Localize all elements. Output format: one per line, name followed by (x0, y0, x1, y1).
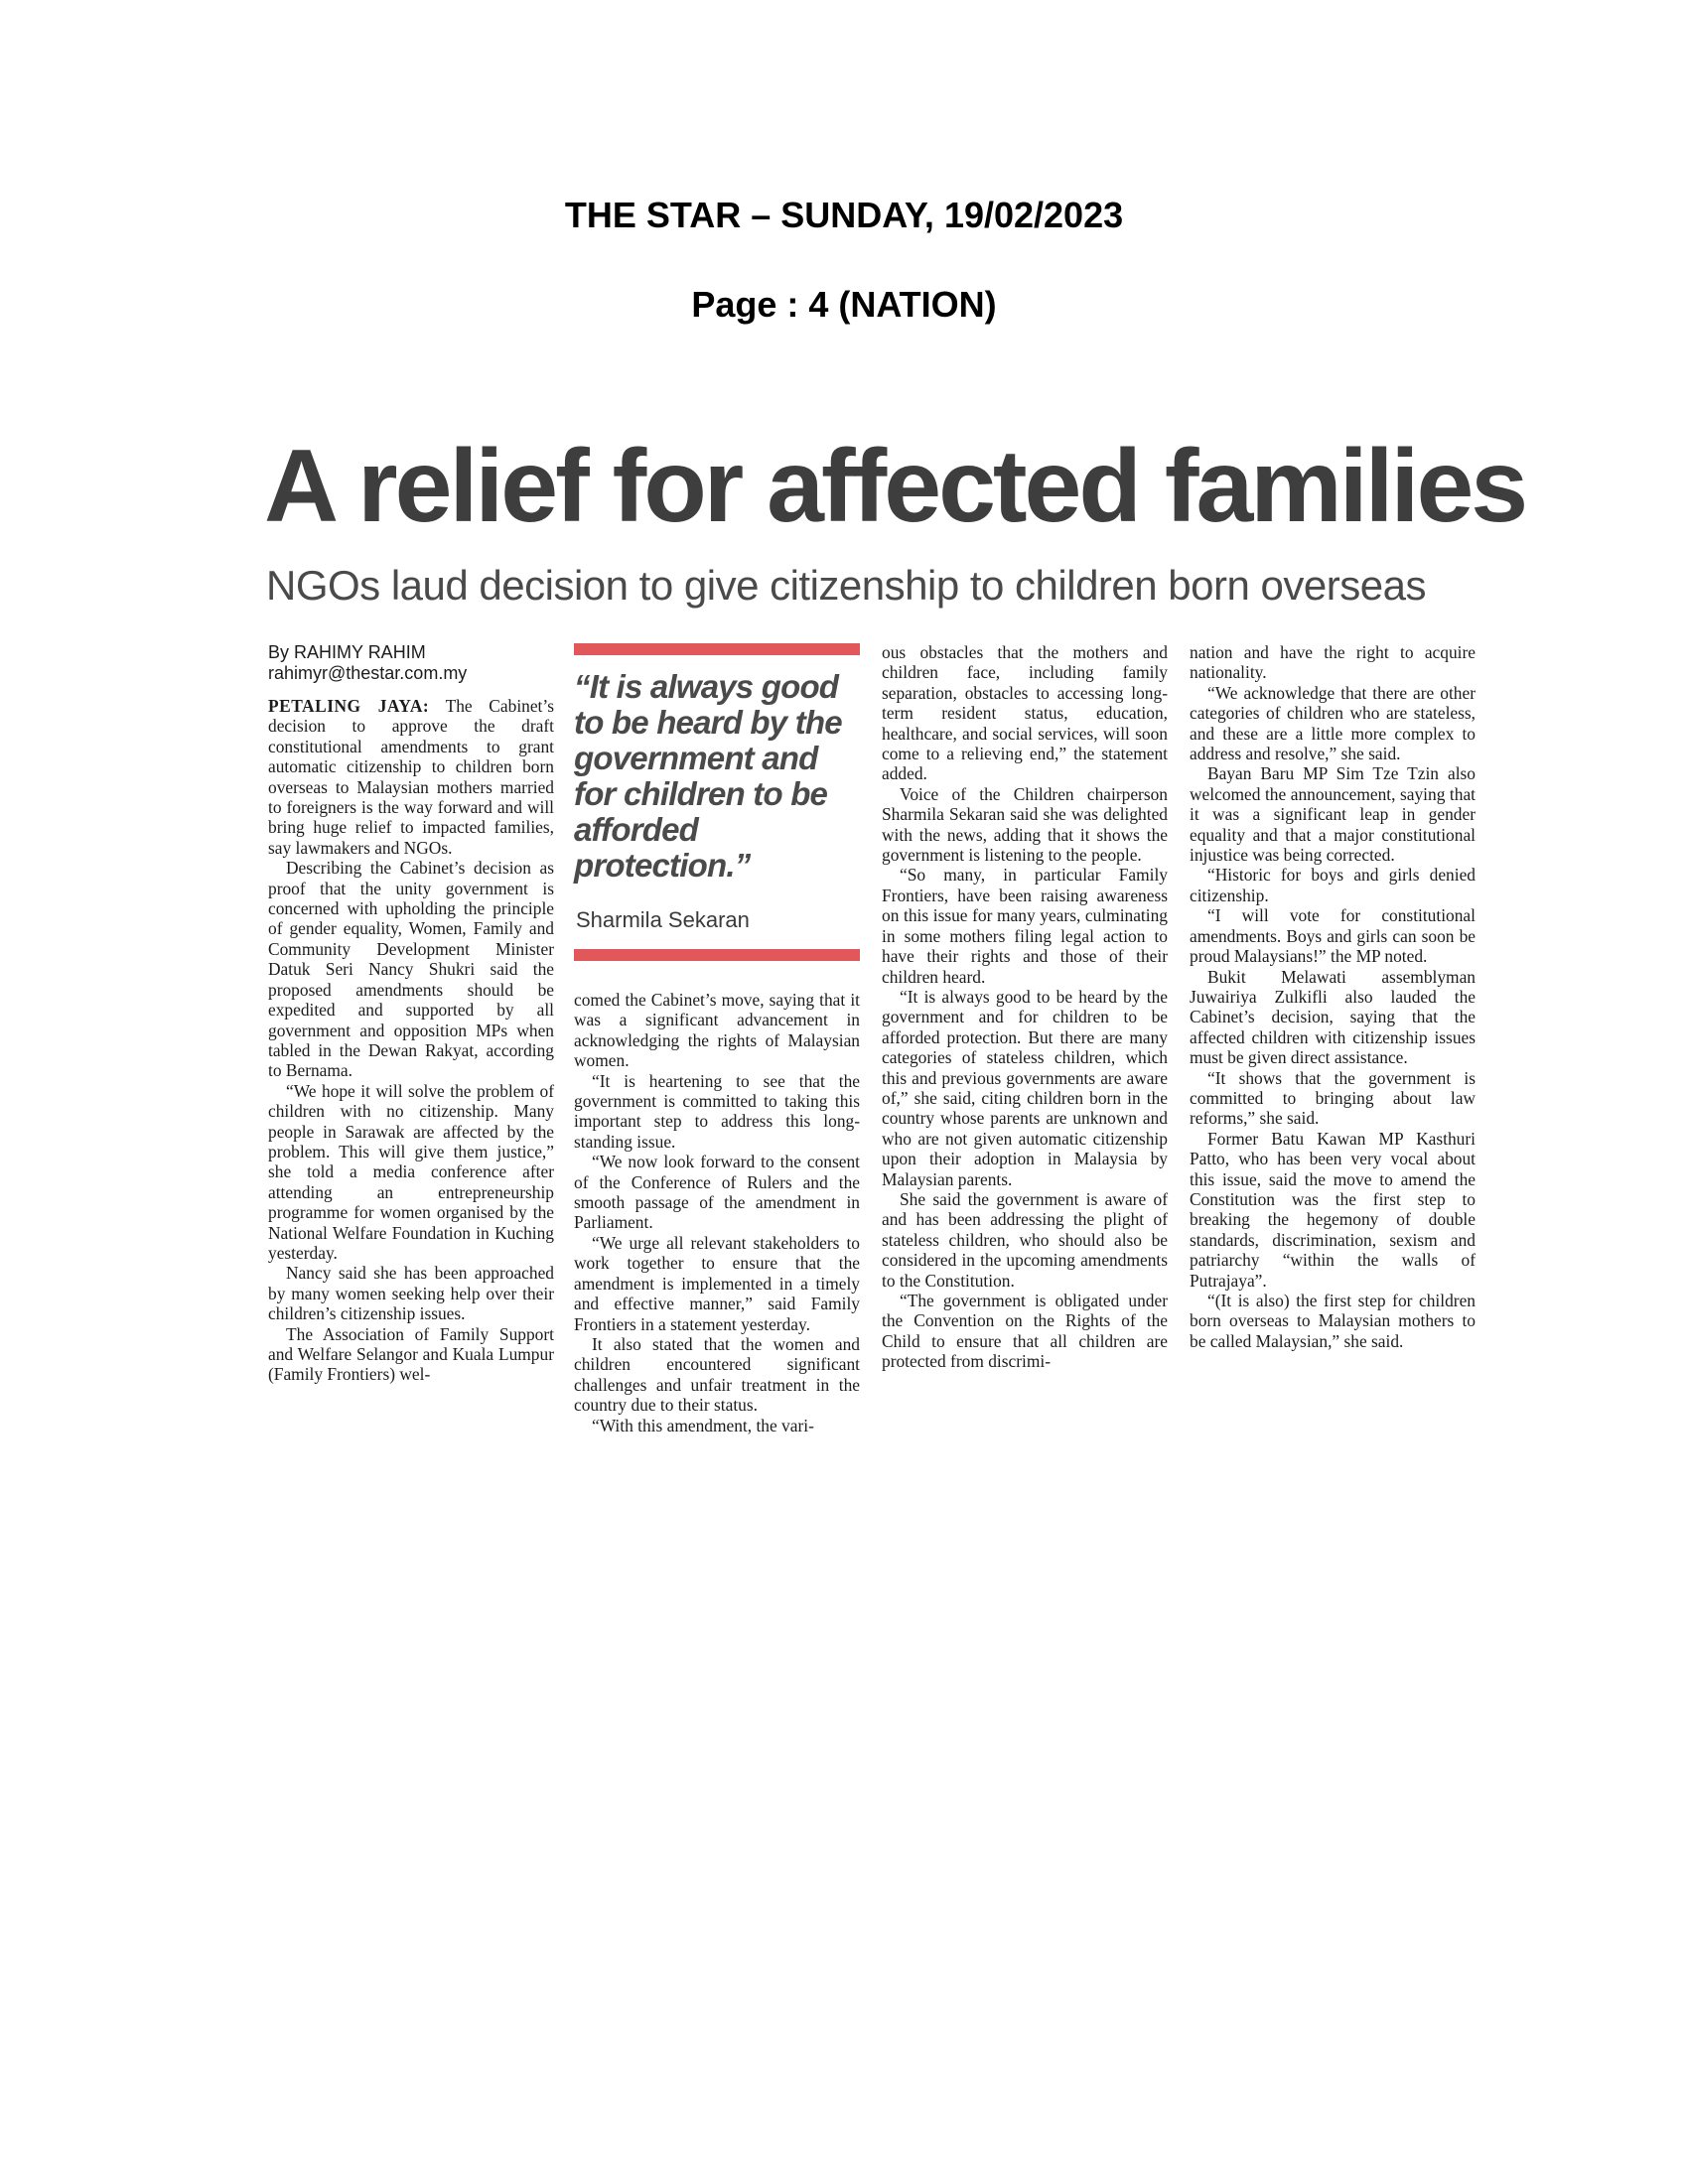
quote-accent-bar-top (574, 643, 860, 655)
paragraph: “So many, in particular Family Frontiers, have been raising awareness on this issue for many years, culminating in some mothers filing legal action to have their rights and those of their children heard. (882, 865, 1168, 987)
publication-date-line: THE STAR – SUNDAY, 19/02/2023 (564, 195, 1124, 235)
pull-quote (574, 643, 862, 963)
article-column-2 (574, 990, 860, 1435)
paragraph-text: The Cabinet’s decision to approve the draft constitutional amendments to grant automatic citizenship to children born overseas to Malaysian mothers married to foreigners is the way forward and will bring huge relief to impacted families, say lawmakers and NGOs. (268, 696, 554, 858)
paragraph: “It is always good to be heard by the government and for children to be afforded protection. But there are many categories of stateless children, which this and previous governments are aware of,” she said, citing children born in the country whose parents are unknown and who are not given automatic citizenship upon their adoption in Malaysia by Malaysian parents. (882, 986, 1168, 1189)
paragraph: “It is heartening to see that the government is committed to taking this important step to address this long-standing issue. (574, 1070, 860, 1152)
paragraph: “With this amendment, the vari- (592, 1415, 814, 1435)
paragraph: “We hope it will solve the problem of children with no citizenship. Many people in Sarawak are affected by the problem. This will give them justice,” she told a media conference after attending an entrepreneurship programme for women organised by the National Welfare Foundation in Kuching yesterday. (268, 1080, 554, 1263)
quote-accent-bar-bottom (574, 949, 860, 961)
article-column-4 (1190, 642, 1476, 1351)
paragraph: nation and have the right to acquire nationality. (1190, 642, 1476, 683)
paragraph: Voice of the Children chairperson Sharmila Sekaran said she was delighted with the news, adding that it shows the government is listening to the people. (882, 783, 1168, 866)
paragraph: “The government is obligated under the Convention on the Rights of the Child to ensure that all children are protected from discrimi- (882, 1291, 1168, 1372)
paragraph: “We acknowledge that there are other categories of children who are stateless, and these are a little more complex to address and resolve,” she said. (1190, 682, 1476, 764)
paragraph: “It shows that the government is committed to bringing about law reforms,” she said. (1190, 1067, 1476, 1129)
paragraph: It also stated that the women and children encountered significant challenges and unfair treatment in the country due to their status. (574, 1333, 860, 1416)
paragraph: “Historic for boys and girls denied citizenship. (1190, 865, 1476, 905)
paragraph: Describing the Cabinet’s decision as proof that the unity government is concerned with upholding the principle of gender equality, Women, Family and Community Development Minister Datuk Seri Nancy Shukri said the proposed amendments should be expedited and supported by all government and opposition MPs when tabled in the Dewan Rakyat, according to Bernama. (268, 858, 554, 1081)
dateline: PETALING JAYA: (268, 696, 430, 716)
paragraph: The Association of Family Support and Welfare Selangor and Kuala Lumpur (Family Frontiers) wel- (268, 1323, 554, 1385)
paragraph: “We now look forward to the consent of the Conference of Rulers and the smooth passage of the amendment in Parliament. (574, 1152, 860, 1233)
paragraph: Former Batu Kawan MP Kasthuri Patto, who has been very vocal about this issue, said the move to amend the Constitution was the first step to breaking the hegemony of double standards, discrimination, sexism and patriarchy “within the walls of Putrajaya”. (1190, 1128, 1476, 1291)
article-column-1 (268, 642, 554, 1385)
article-subheadline: NGOs laud decision to give citizenship to children born overseas (266, 562, 1426, 609)
byline-email: rahimyr@thestar.com.my (268, 663, 468, 683)
byline-author: By RAHIMY RAHIM (268, 642, 426, 662)
pull-quote-text: “It is always good to be heard by the government and for children to be afforded protection.” (574, 668, 842, 884)
paragraph: Bukit Melawati assemblyman Juwairiya Zulkifli also lauded the Cabinet’s decision, saying that the affected children with citizenship issues must be given direct assistance. (1190, 966, 1476, 1068)
article-column-3 (882, 642, 1168, 1372)
page-number-line: Page : 4 (NATION) (691, 284, 997, 325)
paragraph: ous obstacles that the mothers and children face, including family separation, obstacles to accessing long-term resident status, education, healthcare, and social services, will soon come to a relieving end,” the statement added. (882, 642, 1168, 784)
paragraph: comed the Cabinet’s move, saying that it was a significant advancement in acknowledging the rights of Malaysian women. (574, 990, 860, 1071)
paragraph (268, 696, 554, 858)
article-headline: A relief for affected families (264, 429, 1526, 544)
byline (268, 642, 554, 684)
paragraph: Nancy said she has been approached by many women seeking help over their children’s citizenship issues. (268, 1263, 554, 1324)
paragraph: “I will vote for constitutional amendments. Boys and girls can soon be proud Malaysians!” the MP noted. (1190, 905, 1476, 967)
paragraph: “(It is also) the first step for children born overseas to Malaysian mothers to be called Malaysian,” she said. (1190, 1291, 1476, 1351)
paragraph: “We urge all relevant stakeholders to work together to ensure that the amendment is implemented in a timely and effective manner,” said Family Frontiers in a statement yesterday. (574, 1232, 860, 1334)
paragraph: Bayan Baru MP Sim Tze Tzin also welcomed the announcement, saying that it was a significant leap in gender equality and that a major constitutional injustice was being corrected. (1190, 763, 1476, 866)
pull-quote-author: Sharmila Sekaran (576, 907, 750, 932)
paragraph: She said the government is aware of and has been addressing the plight of stateless children, who should also be considered in the upcoming amendments to the Constitution. (882, 1188, 1168, 1291)
